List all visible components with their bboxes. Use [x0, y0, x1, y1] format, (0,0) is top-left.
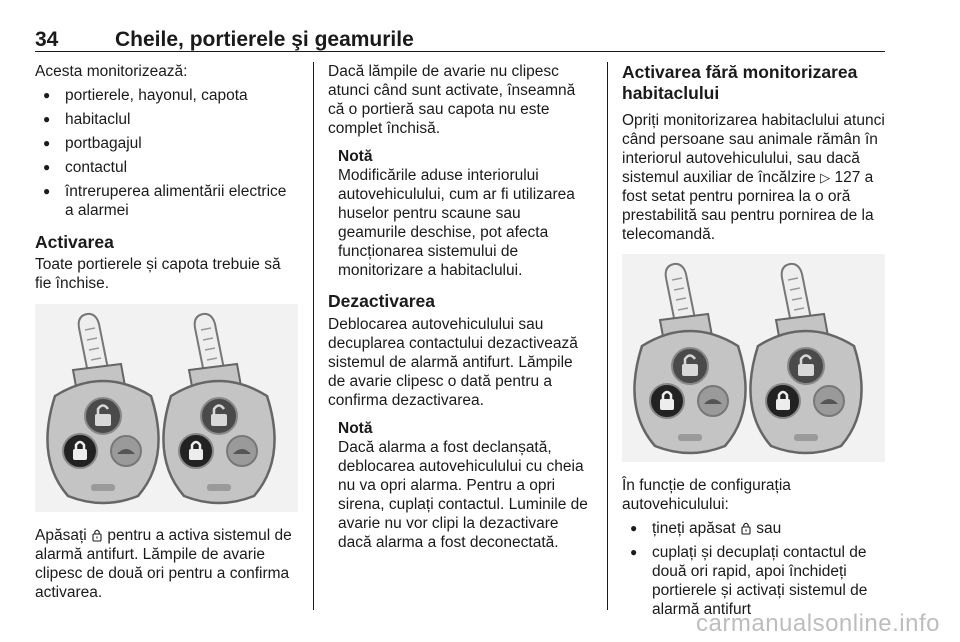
text-before-ref: Opriți monitorizarea habitaclului atunci când persoane sau animale rămân în interiorul autovehiculului, sau dacă sistemul auxiliar de încălzire [622, 112, 885, 186]
column-divider [313, 62, 314, 610]
list-item: ● contactul [35, 158, 298, 177]
note-text: Dacă alarma a fost declanșată, deblocarea autovehiculului cu cheia nu va opri alarma. Pentru a opri sirena, cuplați contactul. Luminile de avarie nu vor clipi la dezactivare dacă alarma a fost deconectată. [338, 439, 588, 551]
list-item: ● portbagajul [35, 134, 298, 153]
page-ref[interactable]: 127 [834, 169, 861, 186]
header-rule [35, 51, 885, 52]
note-title: Notă [338, 420, 373, 437]
no-interior-monitoring-heading: Activarea fără monitorizarea habitaclului [622, 62, 858, 103]
configuration-text: În funcție de configurația autovehiculului: [622, 477, 791, 513]
activation-text: Toate portierele și capota trebuie să fie închise. [35, 256, 281, 292]
page-ref-arrow-icon: ▷ [820, 170, 831, 185]
note-box [328, 419, 593, 552]
press-text-after: pentru a activa sistemul de alarmă antifurt. Lămpile de avarie clipesc de două ori pentru a confirma activarea. [35, 527, 292, 601]
options-list [622, 519, 887, 619]
note-box [328, 147, 593, 280]
hazard-lights-text: Dacă lămpile de avarie nu clipesc atunci când sunt activate, înseamnă că o portieră sau capota nu este complet închisă. [328, 63, 576, 137]
list-item: ● portierele, hayonul, capota [35, 86, 298, 105]
list-item [622, 519, 887, 538]
activation-instructions [35, 526, 298, 602]
column-divider [607, 62, 608, 610]
list-item: ● întreruperea alimentării electrice a alarmei [35, 182, 298, 220]
list-item: ● cuplați și decuplați contactul de două ori rapid, apoi închideți portierele și activați sistemul de alarmă antifurt [622, 543, 887, 619]
list-item: ● habitaclul [35, 110, 298, 129]
column-2 [328, 62, 593, 552]
page-header [35, 28, 885, 50]
watermark: carmanualsonline.info [696, 610, 940, 637]
note-title: Notă [338, 148, 373, 165]
hold-text-before: țineți apăsat [652, 520, 736, 537]
column-1 [35, 62, 298, 602]
text-after-ref: a fost setat pentru pornirea la o oră prestabilită sau pentru pornirea de la telecomandă. [622, 169, 874, 243]
key-fob-illustration [622, 254, 885, 462]
no-interior-monitoring-text [622, 111, 887, 244]
hold-text-after: sau [756, 520, 782, 537]
lock-icon [741, 521, 751, 535]
monitor-list [35, 86, 298, 220]
deactivation-text: Deblocarea autovehiculului sau decuplarea contactului dezactivează sistemul de alarmă antifurt. Lămpile de avarie clipesc o dată pentru a confirma dezactivarea. [328, 316, 578, 409]
deactivation-heading: Dezactivarea [328, 291, 436, 311]
key-fob-illustration [35, 304, 298, 512]
lock-icon [92, 528, 102, 542]
monitor-intro: Acesta monitorizează: [35, 63, 188, 80]
note-text: Modificările aduse interiorului autovehiculului, cum ar fi utilizarea huselor pentru scaune sau geamurile deschise, pot afecta funcționarea sistemului de monitorizare a habitaclului. [338, 167, 575, 279]
column-3 [622, 62, 887, 619]
page-number: 34 [35, 28, 59, 51]
activation-heading: Activarea [35, 232, 114, 252]
chapter-title: Cheile, portierele şi geamurile [115, 28, 414, 51]
press-text-before: Apăsați [35, 527, 87, 544]
